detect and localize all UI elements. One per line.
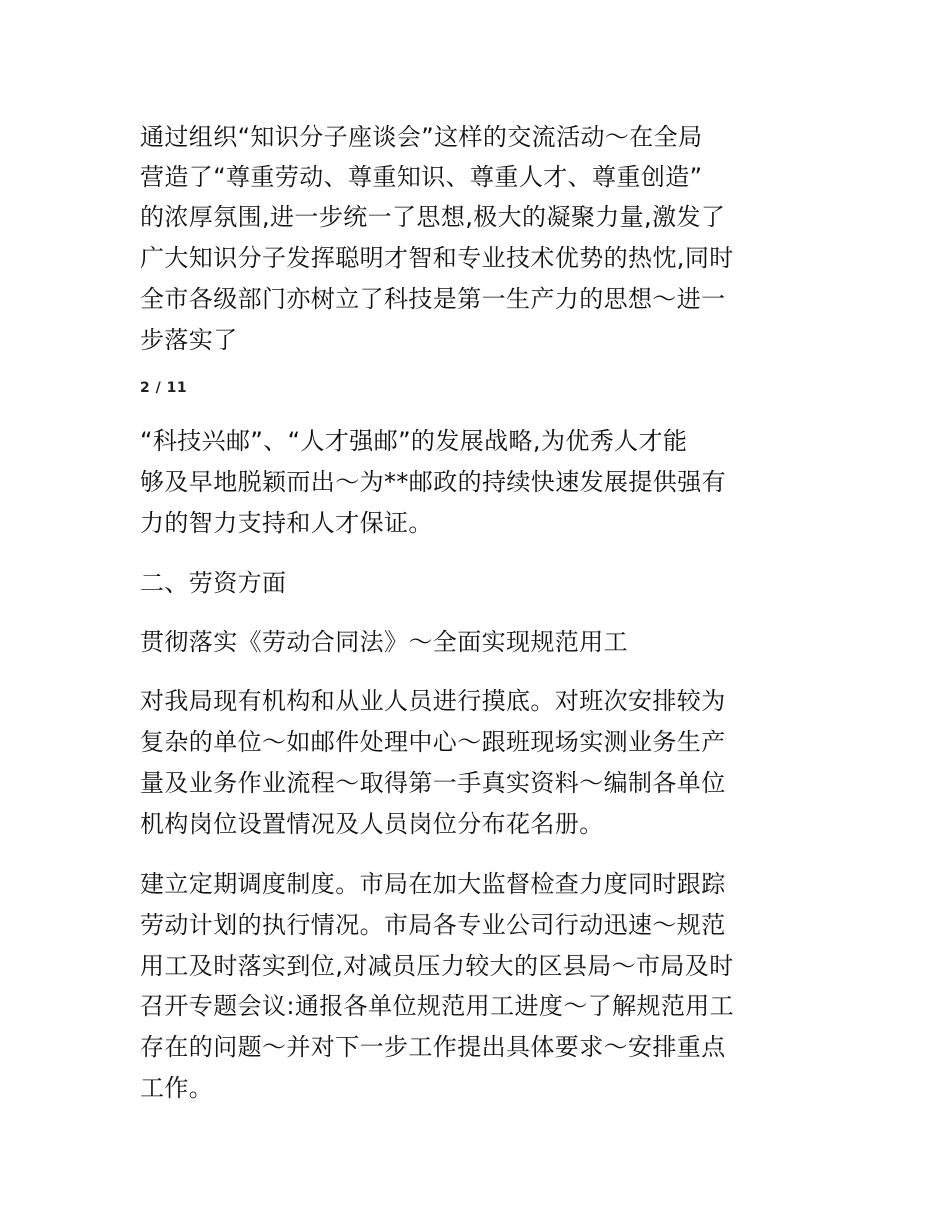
subheading: 贯彻落实《劳动合同法》～全面实现规范用工 bbox=[140, 628, 628, 656]
text-line: 力的智力支持和人才保证。 bbox=[140, 509, 433, 537]
text-line: 工作。 bbox=[140, 1074, 214, 1102]
text-line: 量及业务作业流程～取得第一手真实资料～编制各单位 bbox=[140, 769, 726, 797]
text-line: 劳动计划的执行情况。市局各专业公司行动迅速～规范 bbox=[140, 911, 726, 939]
text-line: 存在的问题～并对下一步工作提出具体要求～安排重点 bbox=[140, 1033, 726, 1061]
text-line: 机构岗位设置情况及人员岗位分布花名册。 bbox=[140, 810, 604, 838]
text-line: 召开专题会议:通报各单位规范用工进度～了解规范用工 bbox=[140, 992, 735, 1020]
page-number: 2 / 11 bbox=[140, 380, 188, 396]
text-line: 复杂的单位～如邮件处理中心～跟班现场实测业务生产 bbox=[140, 728, 726, 756]
text-line: 全市各级部门亦树立了科技是第一生产力的思想～进一 bbox=[140, 285, 726, 313]
text-line: 用工及时落实到位,对减员压力较大的区县局～市局及时 bbox=[140, 952, 734, 980]
text-line: 广大知识分子发挥聪明才智和专业技术优势的热忱,同时 bbox=[140, 244, 734, 272]
text-line: 够及早地脱颖而出～为**邮政的持续快速发展提供强有 bbox=[140, 468, 726, 496]
text-line: 的浓厚氛围,进一步统一了思想,极大的凝聚力量,激发了 bbox=[140, 203, 726, 231]
section-heading: 二、劳资方面 bbox=[140, 569, 287, 597]
text-line: 对我局现有机构和从业人员进行摸底。对班次安排较为 bbox=[140, 687, 726, 715]
text-line: 通过组织“知识分子座谈会”这样的交流活动～在全局 bbox=[140, 123, 703, 151]
text-line: 步落实了 bbox=[140, 326, 238, 354]
text-line: “科技兴邮”、“人才强邮”的发展战略,为优秀人才能 bbox=[140, 427, 688, 455]
text-line: 建立定期调度制度。市局在加大监督检查力度同时跟踪 bbox=[140, 870, 726, 898]
text-line: 营造了“尊重劳动、尊重知识、尊重人才、尊重创造” bbox=[140, 163, 703, 191]
